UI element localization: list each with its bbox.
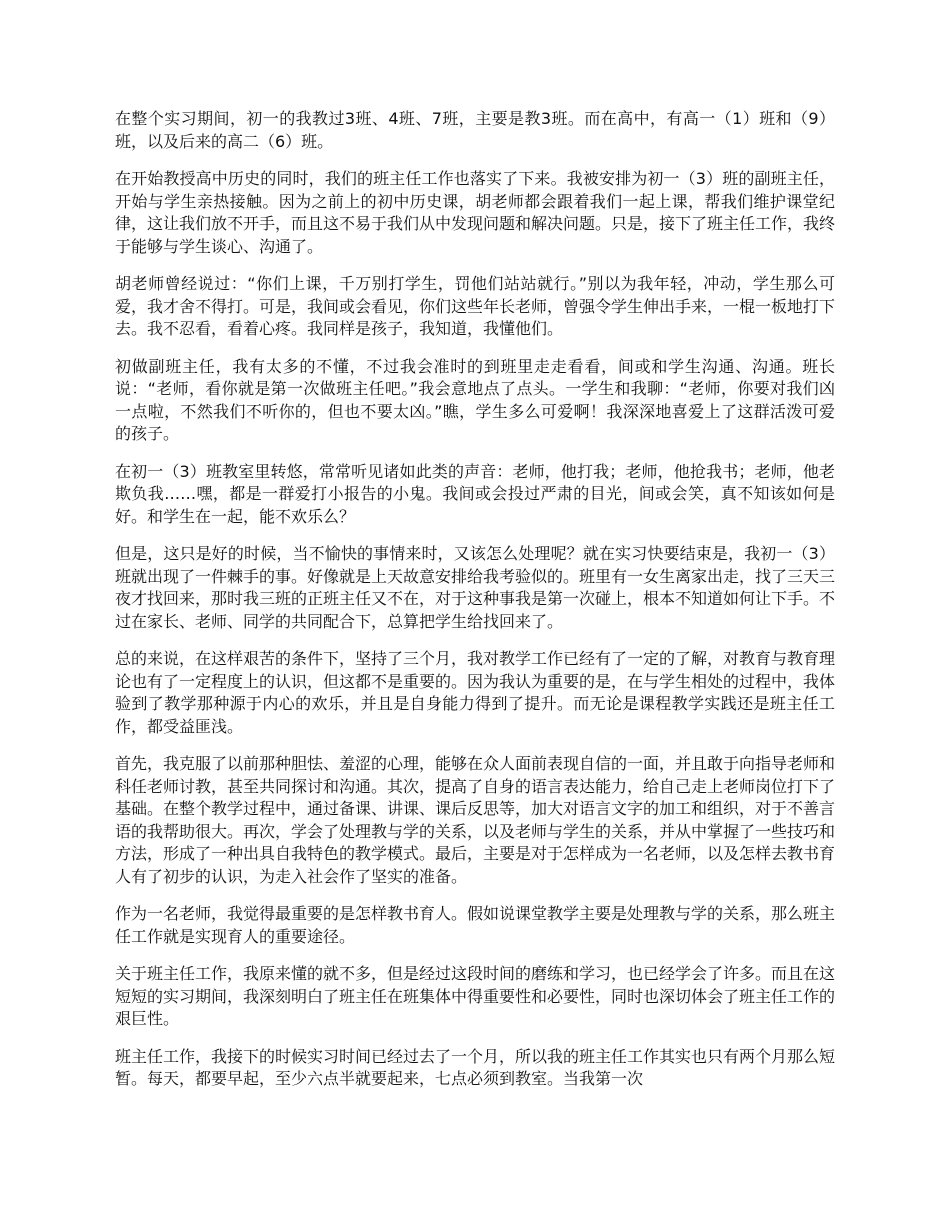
paragraph-9: 作为一名老师，我觉得最重要的是怎样教书育人。假如说课堂教学主要是处理教与学的关系，那么班主任工作就是实现育人的重要途径。 xyxy=(115,904,836,946)
paragraph-7: 总的来说，在这样艰苦的条件下，坚持了三个月，我对教学工作已经有了一定的了解，对教育与教育理论也有了一定程度上的认识，但这都不是重要的。因为我认为重要的是，在与学生相处的过程中，我体验到了教学那种源于内心的欢乐，并且是自身能力得到了提升。而无论是课程教学实践还是班主任工作，都受益匪浅。 xyxy=(115,649,836,736)
paragraph-1: 在整个实习期间，初一的我教过3班、4班、7班，主要是教3班。而在高中，有高一（1）班和（9）班，以及后来的高二（6）班。 xyxy=(115,109,835,151)
paragraph-5: 在初一（3）班教室里转悠，常常听见诸如此类的声音：老师，他打我；老师，他抢我书；老师，他老欺负我……嘿，都是一群爱打小报告的小鬼。我间或会投过严肃的目光，间或会笑，真不知该如何是好。和学生在一起，能不欢乐么？ xyxy=(115,461,835,526)
paragraph-11: 班主任工作，我接下的时候实习时间已经过去了一个月，所以我的班主任工作其实也只有两个月那么短暂。每天，都要早起，至少六点半就要起来，七点必须到教室。当我第一次 xyxy=(115,1046,836,1088)
paragraph-4: 初做副班主任，我有太多的不懂，不过我会准时的到班里走走看看，间或和学生沟通、沟通。班长说：“老师，看你就是第一次做班主任吧。”我会意地点了点头。一学生和我聊：“老师，你要对我们凶一点啦，不然我们不听你的，但也不要太凶。”瞧，学生多么可爱啊！我深深地喜爱上了这群活泼可爱的孩子。 xyxy=(115,356,835,443)
paragraph-2: 在开始教授高中历史的同时，我们的班主任工作也落实了下来。我被安排为初一（3）班的副班主任，开始与学生亲热接触。因为之前上的初中历史课，胡老师都会跟着我们一起上课，帮我们维护课堂纪律，这让我们放不开手，而且这不易于我们从中发现问题和解决问题。只是，接下了班主任工作，我终于能够与学生谈心、沟通了。 xyxy=(115,169,836,256)
paragraph-10: 关于班主任工作，我原来懂的就不多，但是经过这段时间的磨练和学习，也已经学会了许多。而且在这短短的实习期间，我深刻明白了班主任在班集体中得重要性和必要性，同时也深切体会了班主任工作的艰巨性。 xyxy=(115,964,836,1028)
paragraph-8: 首先，我克服了以前那种胆怯、羞涩的心理，能够在众人面前表现自信的一面，并且敢于向指导老师和科任老师讨教，甚至共同探讨和沟通。其次，提高了自身的语言表达能力，给自己走上老师岗位打下了基础。在整个教学过程中，通过备课、讲课、课后反思等，加大对语言文字的加工和组织，对于不善言语的我帮助很大。再次，学会了处理教与学的关系，以及老师与学生的关系，并从中掌握了一些技巧和方法，形成了一种出具自我特色的教学模式。最后，主要是对于怎样成为一名老师，以及怎样去教书育人有了初步的认识，为走入社会作了坚实的准备。 xyxy=(115,754,836,886)
paragraph-3: 胡老师曾经说过：“你们上课，千万别打学生，罚他们站站就行。”别以为我年轻，冲动，学生那么可爱，我才舍不得打。可是，我间或会看见，你们这些年长老师，曾强令学生伸出手来，一棍一板地打下去。我不忍看，看着心疼。我同样是孩子，我知道，我懂他们。 xyxy=(115,274,836,338)
document-body xyxy=(115,108,835,1106)
paragraph-6: 但是，这只是好的时候，当不愉快的事情来时，又该怎么处理呢？就在实习快要结束是，我初一（3）班就出现了一件棘手的事。好像就是上天故意安排给我考验似的。班里有一女生离家出走，找了三天三夜才找回来，那时我三班的正班主任又不在，对于这种事我是第一次碰上，根本不知道如何让下手。不过在家长、老师、同学的共同配合下，总算把学生给找回来了。 xyxy=(115,544,836,631)
